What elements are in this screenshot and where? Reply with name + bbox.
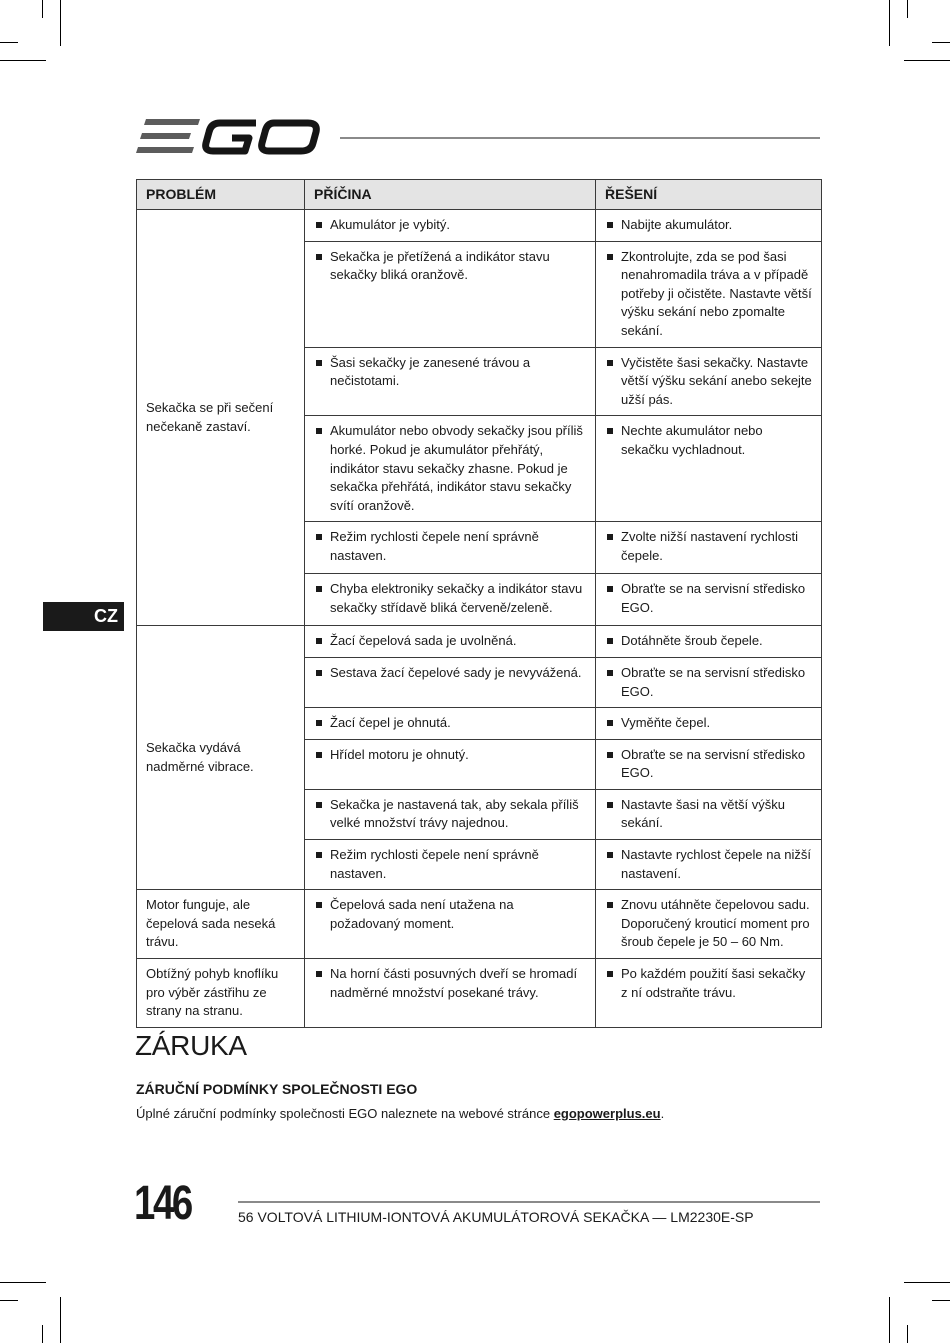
bullet-item: Obraťte se na servisní středisko EGO.	[605, 746, 813, 783]
cause-cell	[305, 789, 596, 839]
bullet-item: Nastavte rychlost čepele na nižší nastavení.	[605, 846, 813, 883]
solution-cell	[596, 522, 822, 574]
crop-mark	[907, 1325, 908, 1343]
warranty-text	[136, 1106, 664, 1121]
cause-cell	[305, 739, 596, 789]
solution-cell	[596, 210, 822, 242]
header-rule	[340, 137, 820, 139]
cause-cell	[305, 840, 596, 890]
crop-mark	[0, 60, 46, 61]
bullet-item: Obraťte se na servisní středisko EGO.	[605, 580, 813, 617]
bullet-item: Hřídel motoru je ohnutý.	[314, 746, 587, 765]
crop-mark	[60, 0, 61, 46]
solution-cell	[596, 840, 822, 890]
language-tab: CZ	[43, 602, 124, 631]
bullet-item: Šasi sekačky je zanesené trávou a nečistotami.	[314, 354, 587, 391]
crop-mark	[889, 0, 890, 46]
solution-cell	[596, 657, 822, 707]
bullet-item: Znovu utáhněte čepelovou sadu. Doporučený krouticí moment pro šroub čepele je 50 – 60 Nm.	[605, 896, 813, 952]
solution-cell	[596, 708, 822, 740]
crop-mark	[60, 1297, 61, 1343]
bullet-item: Režim rychlosti čepele není správně nastaven.	[314, 528, 587, 565]
solution-cell	[596, 890, 822, 959]
header-problem: PROBLÉM	[137, 180, 305, 210]
warranty-title: ZÁRUKA	[135, 1030, 247, 1061]
problem-cell: Sekačka se při sečení nečekaně zastaví.	[137, 210, 305, 626]
cause-cell	[305, 241, 596, 347]
bullet-item: Nechte akumulátor nebo sekačku vychladnout.	[605, 422, 813, 459]
crop-mark	[904, 1282, 950, 1283]
crop-mark	[0, 42, 18, 43]
header-cause: PŘÍČINA	[305, 180, 596, 210]
problem-cell: Obtížný pohyb knoflíku pro výběr zástřihu ze strany na stranu.	[137, 959, 305, 1028]
solution-cell	[596, 416, 822, 522]
crop-mark	[932, 42, 950, 43]
table-row	[137, 210, 822, 242]
ego-logo	[136, 112, 322, 160]
cause-cell	[305, 210, 596, 242]
bullet-item: Vyčistěte šasi sekačky. Nastavte větší výšku sekání anebo sekejte užší pás.	[605, 354, 813, 410]
crop-mark	[0, 1300, 18, 1301]
table-row	[137, 626, 822, 658]
cause-cell	[305, 708, 596, 740]
solution-cell	[596, 626, 822, 658]
cause-cell	[305, 347, 596, 416]
bullet-item: Sekačka je nastavená tak, aby sekala příliš velké množství trávy najednou.	[314, 796, 587, 833]
problem-cell: Sekačka vydává nadměrné vibrace.	[137, 626, 305, 890]
warranty-text-after: .	[660, 1106, 665, 1121]
bullet-item: Nastavte šasi na větší výšku sekání.	[605, 796, 813, 833]
crop-mark	[0, 1282, 46, 1283]
bullet-item: Nabijte akumulátor.	[605, 216, 813, 235]
crop-mark	[42, 0, 43, 18]
troubleshooting-table	[136, 179, 822, 1028]
crop-mark	[907, 0, 908, 18]
cause-cell	[305, 959, 596, 1028]
bullet-item: Zkontrolujte, zda se pod šasi nenahromadila tráva a v případě potřeby ji očistěte. Nastavte větší výšku sekání nebo zpomalte sekání.	[605, 248, 813, 341]
problem-cell: Motor funguje, ale čepelová sada neseká trávu.	[137, 890, 305, 959]
cause-cell	[305, 657, 596, 707]
solution-cell	[596, 739, 822, 789]
bullet-item: Čepelová sada není utažena na požadovaný moment.	[314, 896, 587, 933]
crop-mark	[904, 60, 950, 61]
bullet-item: Obraťte se na servisní středisko EGO.	[605, 664, 813, 701]
bullet-item: Akumulátor nebo obvody sekačky jsou příliš horké. Pokud je akumulátor přehřátý, indikátor stavu sekačky zhasne. Pokud je sekačka přehřátá, indikátor stavu sekačky svítí oranžově.	[314, 422, 587, 515]
solution-cell	[596, 959, 822, 1028]
crop-mark	[932, 1300, 950, 1301]
bullet-item: Na horní části posuvných dveří se hromadí nadměrné množství posekané trávy.	[314, 965, 587, 1002]
bullet-item: Zvolte nižší nastavení rychlosti čepele.	[605, 528, 813, 565]
bullet-item: Režim rychlosti čepele není správně nastaven.	[314, 846, 587, 883]
footer-rule	[238, 1201, 820, 1203]
cause-cell	[305, 890, 596, 959]
cause-cell	[305, 416, 596, 522]
footer-text: 56 VOLTOVÁ LITHIUM-IONTOVÁ AKUMULÁTOROVÁ SEKAČKA — LM2230E-SP	[238, 1209, 754, 1225]
warranty-text-before: Úplné záruční podmínky společnosti EGO naleznete na webové stránce	[136, 1106, 554, 1121]
crop-mark	[889, 1297, 890, 1343]
cause-cell	[305, 574, 596, 626]
table-header-row	[137, 180, 822, 210]
warranty-subtitle: ZÁRUČNÍ PODMÍNKY SPOLEČNOSTI EGO	[136, 1081, 418, 1097]
table-row	[137, 959, 822, 1028]
solution-cell	[596, 574, 822, 626]
warranty-link[interactable]: egopowerplus.eu	[553, 1106, 661, 1121]
header-solution: ŘEŠENÍ	[596, 180, 822, 210]
bullet-item: Sekačka je přetížená a indikátor stavu sekačky bliká oranžově.	[314, 248, 587, 285]
cause-cell	[305, 626, 596, 658]
bullet-item: Chyba elektroniky sekačky a indikátor stavu sekačky střídavě bliká červeně/zeleně.	[314, 580, 587, 617]
page-number: 146	[134, 1177, 191, 1230]
bullet-item: Vyměňte čepel.	[605, 714, 813, 733]
bullet-item: Dotáhněte šroub čepele.	[605, 632, 813, 651]
table-row	[137, 890, 822, 959]
solution-cell	[596, 347, 822, 416]
bullet-item: Sestava žací čepelové sady je nevyvážená.	[314, 664, 587, 683]
solution-cell	[596, 789, 822, 839]
solution-cell	[596, 241, 822, 347]
crop-mark	[42, 1325, 43, 1343]
cause-cell	[305, 522, 596, 574]
bullet-item: Akumulátor je vybitý.	[314, 216, 587, 235]
bullet-item: Žací čepelová sada je uvolněná.	[314, 632, 587, 651]
bullet-item: Po každém použití šasi sekačky z ní odstraňte trávu.	[605, 965, 813, 1002]
bullet-item: Žací čepel je ohnutá.	[314, 714, 587, 733]
